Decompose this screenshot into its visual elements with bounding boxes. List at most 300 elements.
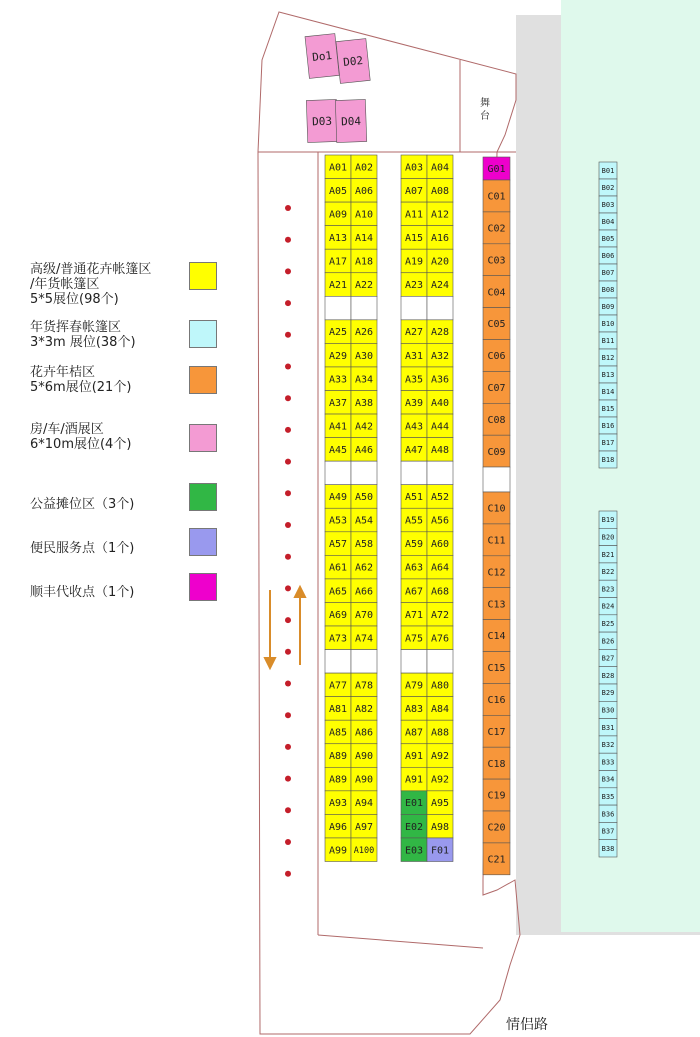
booth-a74-label: A74 <box>354 633 374 645</box>
booth-f01-label: F01 <box>430 845 450 857</box>
booth-a24-label: A24 <box>430 280 450 292</box>
booth-a10-label: A10 <box>354 209 374 221</box>
aisle-gap <box>401 650 427 674</box>
booth-b22-label: B22 <box>601 568 615 577</box>
lamp-dot <box>285 490 291 496</box>
booth-b02-label: B02 <box>601 184 615 193</box>
booth-b10 <box>599 315 617 332</box>
lamp-dots <box>285 205 291 877</box>
booth-a86 <box>351 720 377 744</box>
aisle-gap <box>427 650 453 674</box>
booth-c01 <box>483 180 510 212</box>
booth-a46-label: A46 <box>354 444 374 456</box>
booth-a16 <box>427 226 453 250</box>
booth-a99 <box>325 838 351 862</box>
booth-a73-label: A73 <box>328 633 348 645</box>
booth-b08 <box>599 281 617 298</box>
booth-b36 <box>599 805 617 822</box>
booth-a12 <box>427 202 453 226</box>
booth-c18 <box>483 747 510 779</box>
booth-c16 <box>483 683 510 715</box>
booth-b12-label: B12 <box>601 354 615 363</box>
booth-a32 <box>427 343 453 367</box>
booth-b32-label: B32 <box>601 741 615 750</box>
booth-a20 <box>427 249 453 273</box>
booth-b27-label: B27 <box>601 654 615 663</box>
booth-a25 <box>325 320 351 344</box>
booth-a19-label: A19 <box>404 256 424 268</box>
flow-arrows <box>265 587 305 668</box>
booth-e03 <box>401 838 427 862</box>
booth-b07-label: B07 <box>601 269 615 278</box>
booth-a01 <box>325 155 351 179</box>
booth-b10-label: B10 <box>601 320 615 329</box>
lamp-dot <box>285 522 291 528</box>
booth-a14-label: A14 <box>354 233 374 245</box>
booth-c14-label: C14 <box>487 631 506 643</box>
booth-a58 <box>351 532 377 556</box>
booth-a50-label: A50 <box>354 492 374 504</box>
booth-a76-label: A76 <box>430 633 450 645</box>
booth-a91-label: A91 <box>404 751 424 763</box>
booth-a64 <box>427 555 453 579</box>
legend-swatch <box>189 320 217 348</box>
booth-c01-label: C01 <box>487 191 506 203</box>
booth-a05-label: A05 <box>328 185 348 197</box>
booth-c11 <box>483 524 510 556</box>
booth-b07 <box>599 264 617 281</box>
booth-a89 <box>325 767 351 791</box>
booth-b23-label: B23 <box>601 585 615 594</box>
booth-c06 <box>483 340 510 372</box>
booth-b14-label: B14 <box>601 388 615 397</box>
booth-a16-label: A16 <box>430 233 450 245</box>
booth-b11 <box>599 332 617 349</box>
booth-b24-label: B24 <box>601 602 615 611</box>
booth-b04 <box>599 213 617 230</box>
booth-a81 <box>325 697 351 721</box>
booth-a89 <box>325 744 351 768</box>
booth-b11-label: B11 <box>601 337 615 346</box>
booth-b36-label: B36 <box>601 810 615 819</box>
booth-a45-label: A45 <box>328 444 348 456</box>
booth-a78-label: A78 <box>354 680 374 692</box>
booth-c07-label: C07 <box>487 382 506 394</box>
booth-a96-label: A96 <box>328 821 348 833</box>
booth-a40-label: A40 <box>430 397 450 409</box>
booth-b31-label: B31 <box>601 723 615 732</box>
booth-e02 <box>401 814 427 838</box>
booth-a09 <box>325 202 351 226</box>
booth-a93-label: A93 <box>328 798 348 810</box>
booth-b13 <box>599 366 617 383</box>
booth-b30-label: B30 <box>601 706 615 715</box>
booth-b32 <box>599 736 617 753</box>
booth-a87-label: A87 <box>404 727 424 739</box>
legend-swatch <box>189 483 217 511</box>
booth-c07 <box>483 371 510 403</box>
booth-a86-label: A86 <box>354 727 374 739</box>
booth-a32-label: A32 <box>430 350 450 362</box>
booth-c14 <box>483 620 510 652</box>
booth-a91 <box>401 767 427 791</box>
booth-b35 <box>599 788 617 805</box>
booth-b19-label: B19 <box>601 516 615 525</box>
booth-b34 <box>599 771 617 788</box>
booth-b14 <box>599 383 617 400</box>
booth-c05-label: C05 <box>487 319 506 331</box>
sea-area <box>561 0 700 932</box>
booth-a39-label: A39 <box>404 397 424 409</box>
booth-a29 <box>325 343 351 367</box>
legend-swatch <box>189 424 217 452</box>
booth-a85 <box>325 720 351 744</box>
booth-e01 <box>401 791 427 815</box>
booth-a45 <box>325 438 351 462</box>
booth-a72-label: A72 <box>430 609 450 621</box>
booth-a08 <box>427 179 453 203</box>
booth-b02 <box>599 179 617 196</box>
lamp-dot <box>285 237 291 243</box>
booth-e01-label: E01 <box>404 798 424 810</box>
booth-b09 <box>599 298 617 315</box>
booth-a91 <box>401 744 427 768</box>
booth-c12 <box>483 556 510 588</box>
booth-a92-label: A92 <box>430 774 450 786</box>
booth-a91-label: A91 <box>404 774 424 786</box>
booth-d04 <box>335 99 366 142</box>
booth-a92 <box>427 744 453 768</box>
booth-c20-label: C20 <box>487 822 506 834</box>
booth-a83-label: A83 <box>404 704 424 716</box>
booth-b17 <box>599 434 617 451</box>
booth-a54 <box>351 508 377 532</box>
legend-label: 高级/普通花卉帐篷区 /年货帐篷区 5*5展位(98个) <box>30 262 152 307</box>
booth-a03 <box>401 155 427 179</box>
booth-a98-label: A98 <box>430 821 450 833</box>
booth-e03-label: E03 <box>404 845 424 857</box>
lamp-dot <box>285 427 291 433</box>
booth-a70-label: A70 <box>354 609 374 621</box>
booth-a35-label: A35 <box>404 374 424 386</box>
booth-b29-label: B29 <box>601 689 615 698</box>
booth-a49-label: A49 <box>328 492 348 504</box>
booth-a15-label: A15 <box>404 233 424 245</box>
booth-a47 <box>401 438 427 462</box>
booth-a63 <box>401 555 427 579</box>
booth-a27 <box>401 320 427 344</box>
booth-b29 <box>599 684 617 701</box>
booth-c03 <box>483 244 510 276</box>
booth-a20-label: A20 <box>430 256 450 268</box>
booth-b03-label: B03 <box>601 201 615 210</box>
booth-a85-label: A85 <box>328 727 348 739</box>
booth-b15-label: B15 <box>601 405 615 414</box>
booth-a92-label: A92 <box>430 751 450 763</box>
booth-b28-label: B28 <box>601 671 615 680</box>
booth-a43 <box>401 414 427 438</box>
booth-a07-label: A07 <box>404 185 424 197</box>
booth-a21 <box>325 273 351 297</box>
booth-a61-label: A61 <box>328 562 348 574</box>
booth-a100 <box>351 838 377 862</box>
booth-a24 <box>427 273 453 297</box>
booth-b33-label: B33 <box>601 758 615 767</box>
booth-a13-label: A13 <box>328 233 348 245</box>
booth-a56 <box>427 508 453 532</box>
booth-c09 <box>483 435 510 467</box>
booth-a26-label: A26 <box>354 327 374 339</box>
lamp-dot <box>285 554 291 560</box>
booth-b33 <box>599 753 617 770</box>
booth-b22 <box>599 563 617 580</box>
svg-text:D02: D02 <box>342 53 364 69</box>
booth-c13 <box>483 588 510 620</box>
booth-b26-label: B26 <box>601 637 615 646</box>
booth-a02 <box>351 155 377 179</box>
booth-b25 <box>599 615 617 632</box>
booth-a68-label: A68 <box>430 586 450 598</box>
booth-a97 <box>351 814 377 838</box>
svg-text:D03: D03 <box>311 114 333 129</box>
booth-a90-label: A90 <box>354 751 374 763</box>
lamp-dot <box>285 649 291 655</box>
booth-a11-label: A11 <box>404 209 424 221</box>
booth-a81-label: A81 <box>328 704 348 716</box>
booth-a13 <box>325 226 351 250</box>
booth-b20-label: B20 <box>601 533 615 542</box>
booth-c13-label: C13 <box>487 599 506 611</box>
booth-a11 <box>401 202 427 226</box>
booth-a79 <box>401 673 427 697</box>
booth-a66 <box>351 579 377 603</box>
booth-a92 <box>427 767 453 791</box>
booth-a60-label: A60 <box>430 539 450 551</box>
lamp-dot <box>285 776 291 782</box>
booth-a27-label: A27 <box>404 327 424 339</box>
booth-a52 <box>427 485 453 509</box>
booth-c02 <box>483 212 510 244</box>
booth-a02-label: A02 <box>354 162 374 174</box>
booth-c19-label: C19 <box>487 790 506 802</box>
aisle-gap <box>351 296 377 320</box>
aisle-gap <box>325 296 351 320</box>
booth-a87 <box>401 720 427 744</box>
booth-c21 <box>483 843 510 875</box>
booth-b24 <box>599 598 617 615</box>
booth-b18-label: B18 <box>601 456 615 465</box>
aisle-gap <box>427 296 453 320</box>
booth-a76 <box>427 626 453 650</box>
booth-a05 <box>325 179 351 203</box>
legend-label: 顺丰代收点（1个) <box>30 585 135 600</box>
booth-b17-label: B17 <box>601 439 615 448</box>
booth-a17-label: A17 <box>328 256 348 268</box>
lamp-dot <box>285 839 291 845</box>
road-label: 情侣路 <box>506 1017 548 1033</box>
booth-a08-label: A08 <box>430 185 450 197</box>
booth-a53-label: A53 <box>328 515 348 527</box>
booth-a15 <box>401 226 427 250</box>
booth-a03-label: A03 <box>404 162 424 174</box>
legend-label: 花卉年桔区 5*6m展位(21个) <box>30 365 132 395</box>
booth-a44-label: A44 <box>430 421 450 433</box>
booth-a89-label: A89 <box>328 751 348 763</box>
booth-d02 <box>336 39 370 84</box>
booth-a67-label: A67 <box>404 586 424 598</box>
booth-a59-label: A59 <box>404 539 424 551</box>
booth-a31-label: A31 <box>404 350 424 362</box>
lamp-dot <box>285 871 291 877</box>
booth-b34-label: B34 <box>601 775 615 784</box>
aisle-gap <box>401 296 427 320</box>
booth-d03 <box>306 99 337 142</box>
booth-a12-label: A12 <box>430 209 450 221</box>
aisle-gap <box>351 650 377 674</box>
lamp-dot <box>285 585 291 591</box>
svg-text:D04: D04 <box>340 114 362 129</box>
booth-b19 <box>599 511 617 528</box>
booth-b21 <box>599 546 617 563</box>
booth-a06 <box>351 179 377 203</box>
booth-a31 <box>401 343 427 367</box>
booth-a38 <box>351 391 377 415</box>
site-outline <box>258 12 520 1034</box>
booth-b06-label: B06 <box>601 252 615 261</box>
booth-a30 <box>351 343 377 367</box>
booth-c02-label: C02 <box>487 223 506 235</box>
booth-a73 <box>325 626 351 650</box>
booth-b21-label: B21 <box>601 550 615 559</box>
booth-a09-label: A09 <box>328 209 348 221</box>
booth-a38-label: A38 <box>354 397 374 409</box>
lamp-dot <box>285 332 291 338</box>
booth-c17-label: C17 <box>487 726 506 738</box>
booth-a56-label: A56 <box>430 515 450 527</box>
booth-a26 <box>351 320 377 344</box>
aisle-gap <box>483 467 510 492</box>
booth-a19 <box>401 249 427 273</box>
booth-b16-label: B16 <box>601 422 615 431</box>
aisle-gap <box>427 461 453 485</box>
booth-c15-label: C15 <box>487 663 506 675</box>
booth-a29-label: A29 <box>328 350 348 362</box>
booth-b37-label: B37 <box>601 827 615 836</box>
booth-g01 <box>483 157 510 180</box>
booth-a72 <box>427 602 453 626</box>
booth-a36-label: A36 <box>430 374 450 386</box>
booth-b16 <box>599 417 617 434</box>
booth-a57 <box>325 532 351 556</box>
booth-a94 <box>351 791 377 815</box>
booth-a18-label: A18 <box>354 256 374 268</box>
booth-a61 <box>325 555 351 579</box>
booth-a77 <box>325 673 351 697</box>
booth-b37 <box>599 822 617 839</box>
lamp-dot <box>285 744 291 750</box>
booth-b20 <box>599 528 617 545</box>
booth-a96 <box>325 814 351 838</box>
booth-b25-label: B25 <box>601 619 615 628</box>
booth-c11-label: C11 <box>487 535 506 547</box>
booth-a65-label: A65 <box>328 586 348 598</box>
lamp-dot <box>285 205 291 211</box>
booth-a54-label: A54 <box>354 515 374 527</box>
booth-a100-label: A100 <box>353 845 375 856</box>
booth-a48-label: A48 <box>430 444 450 456</box>
booth-b03 <box>599 196 617 213</box>
booth-a97-label: A97 <box>354 821 374 833</box>
booth-a88 <box>427 720 453 744</box>
booth-b38-label: B38 <box>601 844 615 853</box>
booth-c20 <box>483 811 510 843</box>
booth-c03-label: C03 <box>487 255 506 267</box>
booth-a82 <box>351 697 377 721</box>
booth-a62-label: A62 <box>354 562 374 574</box>
booth-a42 <box>351 414 377 438</box>
booth-a10 <box>351 202 377 226</box>
booth-b01-label: B01 <box>601 167 615 176</box>
booth-a55 <box>401 508 427 532</box>
stage-label: 舞台 <box>480 98 490 122</box>
booth-a59 <box>401 532 427 556</box>
booth-a84 <box>427 697 453 721</box>
booth-b15 <box>599 400 617 417</box>
booth-a23 <box>401 273 427 297</box>
booth-a30-label: A30 <box>354 350 374 362</box>
booth-a39 <box>401 391 427 415</box>
booth-a80 <box>427 673 453 697</box>
booth-a74 <box>351 626 377 650</box>
booth-a95-label: A95 <box>430 798 450 810</box>
booth-a17 <box>325 249 351 273</box>
booth-a51 <box>401 485 427 509</box>
booth-a06-label: A06 <box>354 185 374 197</box>
booth-a75 <box>401 626 427 650</box>
booth-a49 <box>325 485 351 509</box>
booth-c12-label: C12 <box>487 567 506 579</box>
booth-a34-label: A34 <box>354 374 374 386</box>
legend-swatch <box>189 573 217 601</box>
lamp-dot <box>285 268 291 274</box>
booth-a35 <box>401 367 427 391</box>
legend-label: 公益摊位区（3个) <box>30 497 135 512</box>
lamp-dot <box>285 712 291 718</box>
booth-a80-label: A80 <box>430 680 450 692</box>
booth-a37-label: A37 <box>328 397 348 409</box>
booth-b18 <box>599 451 617 468</box>
booth-c09-label: C09 <box>487 446 506 458</box>
booth-a52-label: A52 <box>430 492 450 504</box>
booth-a07 <box>401 179 427 203</box>
booth-b13-label: B13 <box>601 371 615 380</box>
booth-c06-label: C06 <box>487 351 506 363</box>
booth-a41-label: A41 <box>328 421 348 433</box>
booth-c21-label: C21 <box>487 854 506 866</box>
booth-c10-label: C10 <box>487 503 506 515</box>
booth-a01-label: A01 <box>328 162 348 174</box>
booth-a44 <box>427 414 453 438</box>
booth-d01 <box>305 34 339 79</box>
booth-a99-label: A99 <box>328 845 348 857</box>
booth-c10 <box>483 492 510 524</box>
legend-swatch <box>189 528 217 556</box>
booth-a46 <box>351 438 377 462</box>
aisle-gap <box>351 461 377 485</box>
booth-a28 <box>427 320 453 344</box>
booth-a04-label: A04 <box>430 162 450 174</box>
booth-c15 <box>483 652 510 684</box>
